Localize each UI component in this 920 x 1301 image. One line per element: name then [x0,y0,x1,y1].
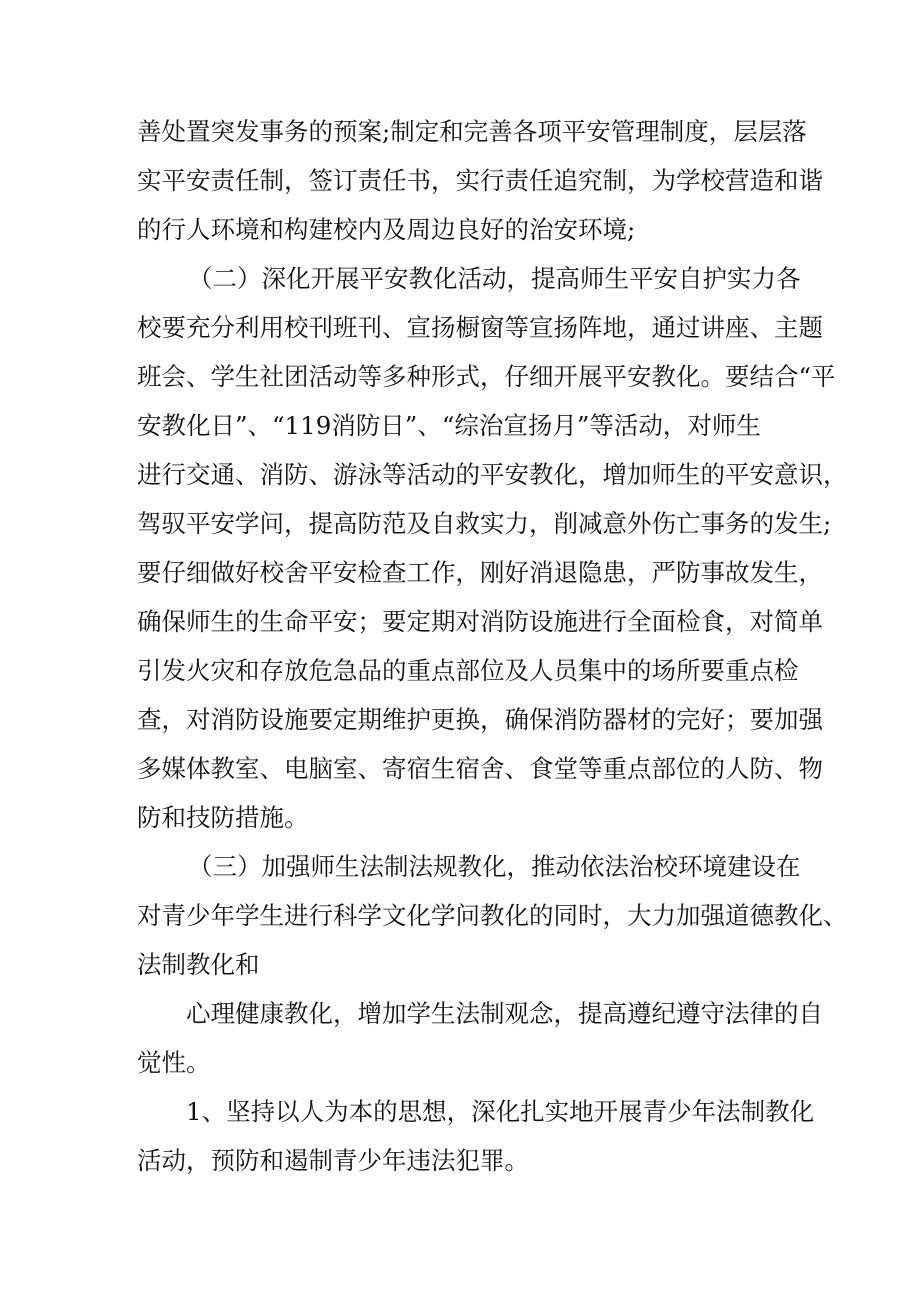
text-line: 进行交通、消防、游泳等活动的平安教化，增加师生的平安意识， [137,460,848,489]
text-line: 的行人环境和构建校内及周边良好的治安环境; [137,215,636,244]
text-line: 确保师生的生命平安；要定期对消防设施进行全面检食，对简单 [137,607,823,636]
text-line: 防和技防措施。 [137,803,309,832]
text-line: 心理健康教化，增加学生法制观念，提高遵纪遵守法律的自 [186,999,823,1028]
text-line: 善处置突发事务的预案;制定和完善各项平安管理制度，层层落 [137,117,807,146]
text-line: 驾驭平安学问，提高防范及自救实力，削减意外伤亡事务的发生; [137,509,832,538]
text-line: 1、坚持以人为本的思想，深化扎实地开展青少年法制教化 [186,1097,815,1126]
text-line: 校要充分利用校刊班刊、宣扬橱窗等宣扬阵地，通过讲座、主题 [137,313,823,342]
text-line: （二）深化开展平安教化活动，提高师生平安自护实力各 [188,264,801,293]
text-line: 引发火灾和存放危急品的重点部位及人员集中的场所要重点检 [137,656,799,685]
text-line: 实平安责任制，签订责任书，实行责任追究制，为学校营造和谐 [137,166,823,195]
text-line: 对青少年学生进行科学文化学问教化的同时，大力加强道德教化、 [137,901,848,930]
text-line: （三）加强师生法制法规教化，推动依法治校环境建设在 [188,852,801,881]
text-line: 法制教化和 [137,950,260,979]
text-line: 要仔细做好校舍平安检查工作，刚好消退隐患，严防事故发生， [137,558,823,587]
text-line: 活动，预防和遏制青少年违法犯罪。 [137,1146,529,1175]
text-line: 班会、学生社团活动等多种形式，仔细开展平安教化。要结合“平 [137,362,836,391]
text-line: 查，对消防设施要定期维护更换，确保消防器材的完好；要加强 [137,705,823,734]
text-line: 觉性。 [137,1048,211,1077]
text-line: 多媒体教室、电脑室、寄宿生宿舍、食堂等重点部位的人防、物 [137,754,823,783]
text-line: 安教化日”、“119消防日”、“综治宣扬月”等活动，对师生 [137,411,761,440]
